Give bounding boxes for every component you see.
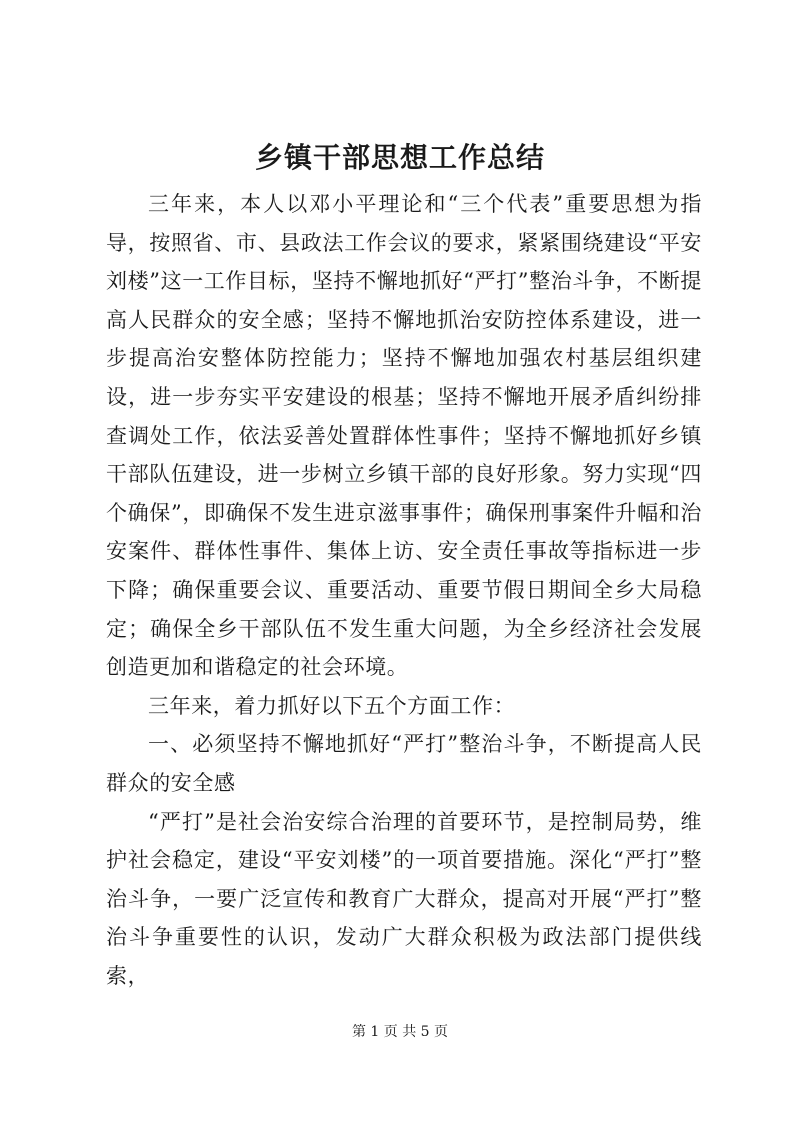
page-number: 第 1 页 共 5 页 [351,1024,449,1040]
page-footer [0,1022,800,1042]
paragraph-intro: 三年来，本人以邓小平理论和“三个代表”重要思想为指导，按照省、市、县政法工作会议的要求，紧紧围绕建设“平安刘楼”这一工作目标，坚持不懈地抓好“严打”整治斗争，不断提高人民群众的安全感；坚持不懈地抓治安防控体系建设，进一步提高治安整体防控能力；坚持不懈地加强农村基层组织建设，进一步夯实平安建设的根基；坚持不懈地开展矛盾纠纷排查调处工作，依法妥善处置群体性事件；坚持不懈地抓好乡镇干部队伍建设，进一步树立乡镇干部的良好形象。努力实现“四个确保”，即确保不发生进京滋事事件；确保刑事案件升幅和治安案件、群体性事件、集体上访、安全责任事故等指标进一步下降；确保重要会议、重要活动、重要节假日期间全乡大局稳定；确保全乡干部队伍不发生重大问题，为全乡经济社会发展创造更加和谐稳定的社会环境。 [106,192,702,680]
paragraph-section-1: “严打”是社会治安综合治理的首要环节，是控制局势，维护社会稳定，建设“平安刘楼”的一项首要措施。深化“严打”整治斗争，一要广泛宣传和教育广大群众，提高对开展“严打”整治斗争重要性的认识，发动广大群众积极为政法部门提供线索， [106,809,702,988]
document-body [106,185,702,995]
section-heading-1: 一、必须坚持不懈地抓好“严打”整治斗争，不断提高人民群众的安全感 [106,732,702,795]
document-title: 乡镇干部思想工作总结 [254,141,545,174]
paragraph-overview: 三年来，着力抓好以下五个方面工作： [148,693,516,718]
